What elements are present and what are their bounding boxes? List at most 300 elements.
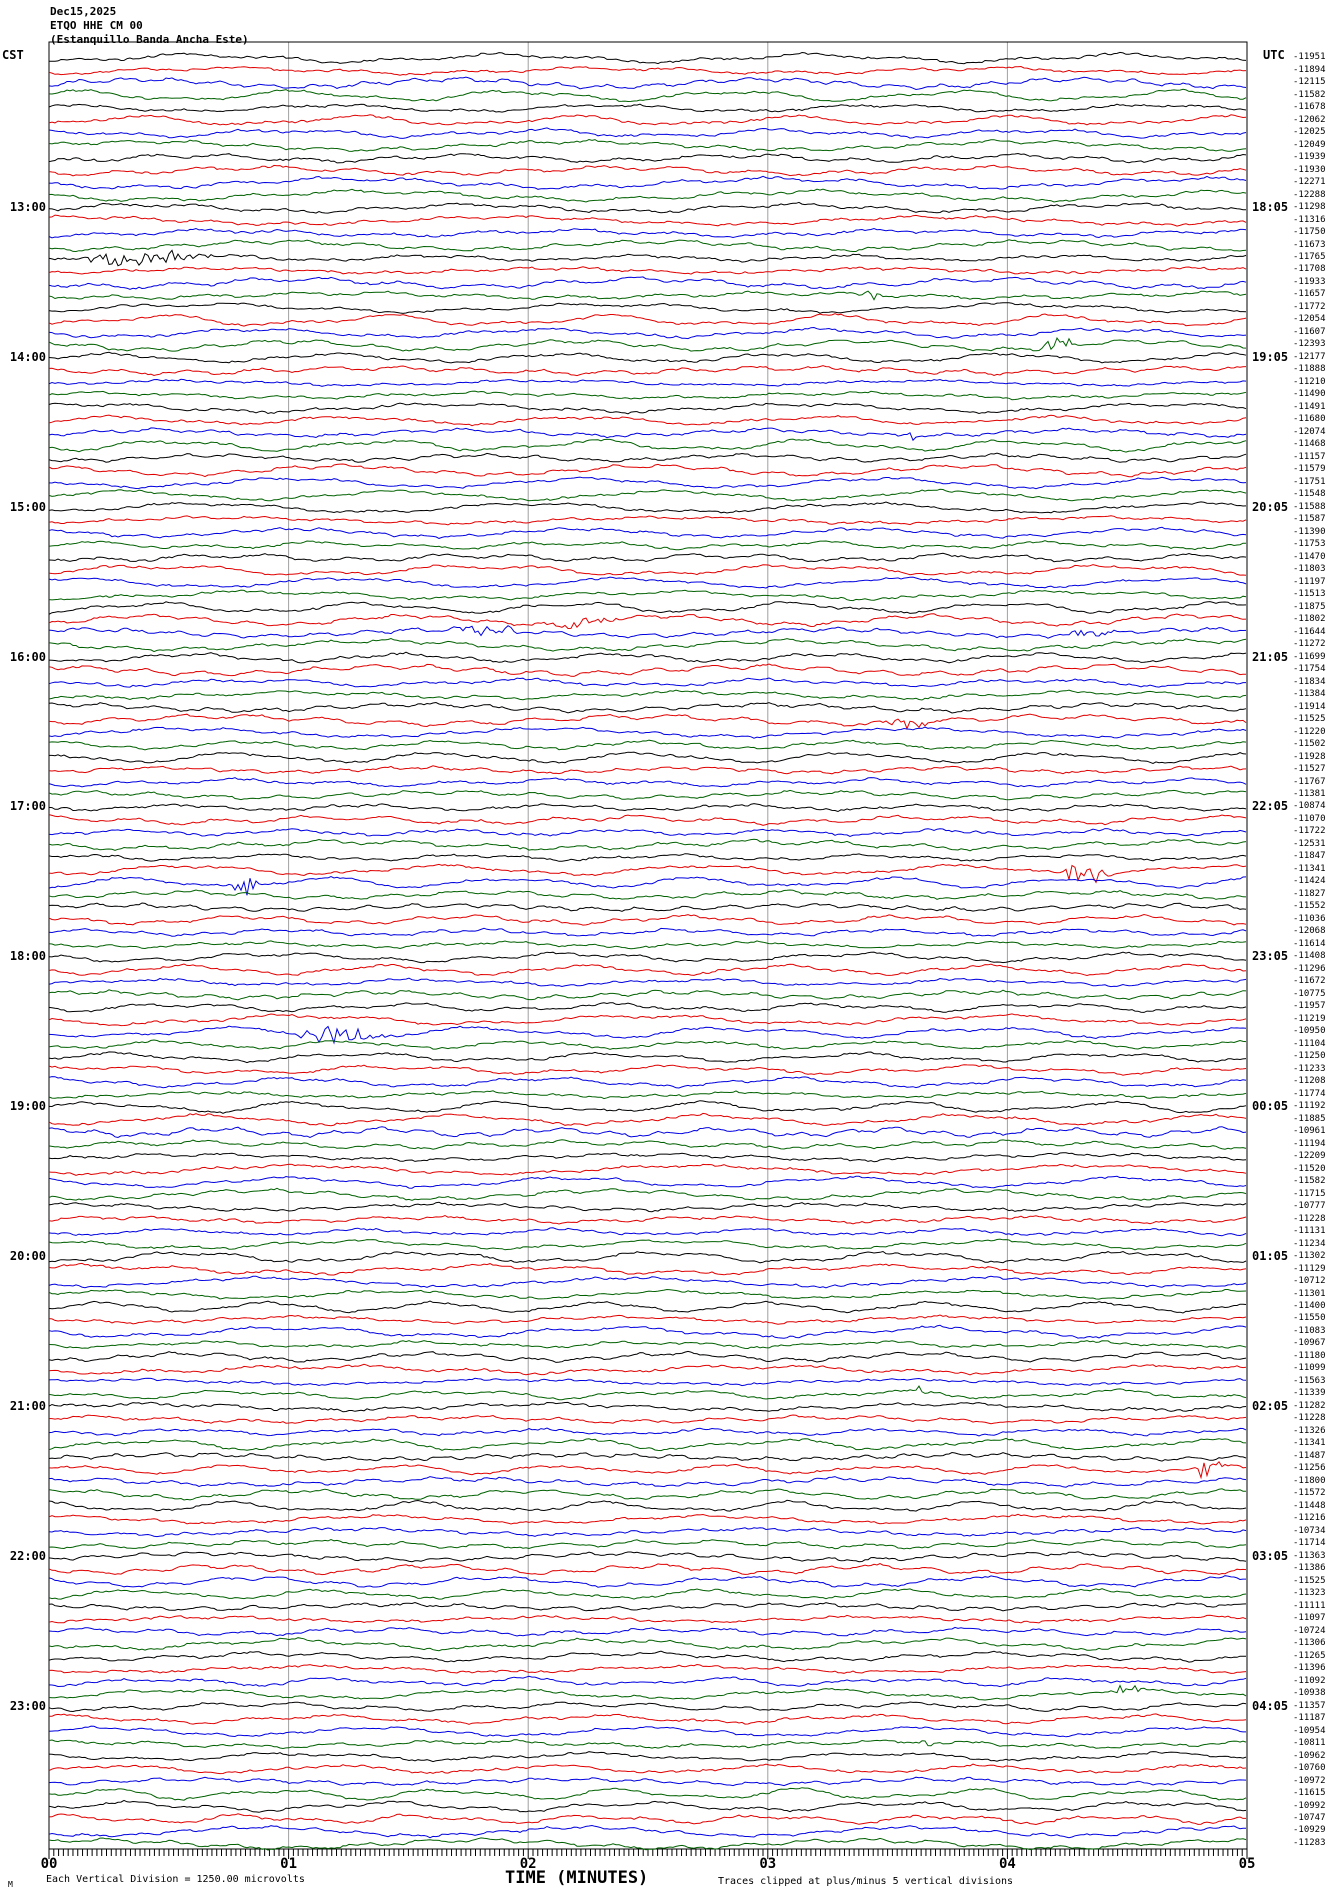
trace-offset-value: -11070 (1293, 813, 1326, 824)
trace-offset-value: -11834 (1293, 676, 1326, 687)
seismogram-trace (49, 829, 1246, 837)
seismogram-trace (49, 1026, 1246, 1043)
utc-hour-label: 02:05 (1252, 1398, 1289, 1413)
seismogram-trace (49, 165, 1246, 176)
seismogram-trace (49, 1415, 1246, 1424)
seismogram-trace (49, 577, 1246, 588)
seismogram-trace (49, 1453, 1246, 1462)
utc-hour-label: 22:05 (1252, 799, 1289, 814)
trace-offset-value: -12074 (1293, 426, 1326, 437)
trace-offset-value: -10962 (1293, 1750, 1326, 1761)
trace-offset-value: -12209 (1293, 1151, 1326, 1162)
x-axis-title: TIME (MINUTES) (505, 1868, 649, 1888)
trace-offset-value: -11187 (1293, 1713, 1326, 1724)
seismogram-trace (49, 527, 1246, 538)
trace-offset-value: -11563 (1293, 1375, 1326, 1386)
seismogram-trace (49, 990, 1246, 1000)
seismogram-trace (49, 1788, 1246, 1801)
trace-offset-value: -11513 (1293, 589, 1326, 600)
seismogram-trace (49, 52, 1246, 63)
seismogram-trace (49, 1202, 1246, 1211)
trace-offset-value: -11220 (1293, 726, 1326, 737)
trace-offset-value: -10961 (1293, 1126, 1326, 1137)
trace-offset-value: -11341 (1293, 863, 1326, 874)
trace-offset-value: -11448 (1293, 1500, 1326, 1511)
vertical-scale-note: Each Vertical Division = 1250.00 microvolts (46, 1874, 305, 1885)
trace-offset-value: -12271 (1293, 177, 1326, 188)
cst-hour-label: 16:00 (9, 649, 46, 664)
seismogram-trace (49, 1489, 1246, 1500)
trace-offset-value: -12025 (1293, 127, 1326, 138)
trace-offset-value: -11316 (1293, 214, 1326, 225)
seismogram-trace (49, 815, 1246, 826)
trace-offset-value: -11468 (1293, 439, 1326, 450)
trace-offset-value: -11753 (1293, 539, 1326, 550)
seismogram-trace (49, 1539, 1246, 1549)
seismogram-trace (49, 1528, 1246, 1537)
trace-offset-value: -11800 (1293, 1475, 1326, 1486)
seismogram-trace (49, 1290, 1246, 1300)
trace-offset-value: -11933 (1293, 276, 1326, 287)
seismogram-trace (49, 1514, 1246, 1524)
seismogram-trace (49, 1740, 1246, 1749)
seismogram-trace (49, 1113, 1246, 1125)
trace-offset-value: -11470 (1293, 551, 1326, 562)
seismogram-trace (49, 250, 1246, 265)
trace-offset-value: -10724 (1293, 1625, 1326, 1636)
cst-hour-label: 15:00 (9, 499, 46, 514)
cst-hour-label: 14:00 (9, 349, 46, 364)
trace-offset-value: -11772 (1293, 301, 1326, 312)
minute-label: 03 (759, 1856, 777, 1872)
seismogram-trace (49, 502, 1246, 513)
seismogram-trace (49, 415, 1246, 426)
trace-offset-value: -12068 (1293, 926, 1326, 937)
cst-hour-label: 19:00 (9, 1099, 46, 1114)
trace-offset-value: -11750 (1293, 227, 1326, 238)
cst-hour-label: 23:00 (9, 1698, 46, 1713)
seismogram-trace (49, 1665, 1246, 1674)
trace-offset-value: -12177 (1293, 351, 1326, 362)
seismogram-trace (49, 1091, 1246, 1099)
trace-offset-value: -11715 (1293, 1188, 1326, 1199)
trace-offset-value: -12393 (1293, 339, 1326, 350)
trace-offset-value: -11306 (1293, 1638, 1326, 1649)
seismogram-trace (49, 854, 1246, 862)
seismogram-trace (49, 890, 1246, 899)
seismogram-trace (49, 303, 1246, 314)
trace-offset-value: -12115 (1293, 77, 1326, 88)
trace-offset-value: -11579 (1293, 464, 1326, 475)
trace-offset-value: -12288 (1293, 189, 1326, 200)
seismogram-trace (49, 277, 1246, 290)
utc-hour-label: 01:05 (1252, 1249, 1289, 1264)
seismogram-trace (49, 740, 1246, 750)
trace-offset-value: -11615 (1293, 1788, 1326, 1799)
seismogram-trace (49, 1638, 1246, 1651)
trace-offset-value: -11914 (1293, 701, 1326, 712)
seismogram-trace (49, 1603, 1246, 1611)
seismogram-trace (49, 1216, 1246, 1225)
seismogram-trace (49, 1627, 1246, 1636)
seismogram-trace (49, 314, 1246, 326)
trace-offset-value: -11754 (1293, 664, 1326, 675)
seismogram-trace (49, 115, 1246, 125)
trace-offset-value: -11525 (1293, 714, 1326, 725)
trace-offset-value: -11180 (1293, 1350, 1326, 1361)
trace-offset-value: -11491 (1293, 401, 1326, 412)
trace-offset-value: -11282 (1293, 1400, 1326, 1411)
seismogram-trace (49, 1315, 1246, 1324)
trace-offset-value: -11210 (1293, 376, 1326, 387)
seismogram-trace (49, 1838, 1246, 1850)
seismogram-trace (49, 590, 1246, 601)
seismogram-trace (49, 240, 1246, 252)
seismogram-trace (49, 964, 1246, 976)
trace-offset-value: -11490 (1293, 389, 1326, 400)
seismogram-trace (49, 89, 1246, 101)
seismogram-trace (49, 915, 1246, 926)
trace-offset-value: -11930 (1293, 164, 1326, 175)
minute-label: 04 (998, 1856, 1016, 1872)
trace-offset-value: -11194 (1293, 1138, 1326, 1149)
header-date: Dec15,2025 (50, 5, 117, 18)
trace-offset-value: -11381 (1293, 788, 1326, 799)
seismogram-trace (49, 1325, 1246, 1338)
trace-offset-value: -11302 (1293, 1251, 1326, 1262)
trace-offset-value: -11644 (1293, 626, 1326, 637)
seismogram-trace (49, 328, 1246, 339)
seismogram-trace (49, 565, 1246, 576)
trace-offset-value: -11301 (1293, 1288, 1326, 1299)
trace-offset-value: -11363 (1293, 1550, 1326, 1561)
seismogram-trace (49, 1752, 1246, 1762)
seismogram-trace (49, 639, 1246, 652)
header-station-code: ETQO HHE CM 00 (50, 19, 143, 32)
utc-hour-label: 21:05 (1252, 649, 1289, 664)
seismogram-trace (49, 1263, 1246, 1275)
trace-offset-value: -11099 (1293, 1363, 1326, 1374)
trace-offset-value: -11803 (1293, 564, 1326, 575)
minute-label: 05 (1238, 1856, 1256, 1872)
trace-offset-value: -11527 (1293, 764, 1326, 775)
seismogram-trace (49, 1615, 1246, 1623)
trace-offset-value: -11582 (1293, 89, 1326, 100)
seismogram-trace (49, 104, 1246, 112)
seismogram-trace (49, 766, 1246, 774)
trace-offset-value: -11424 (1293, 876, 1326, 887)
trace-offset-value: -11928 (1293, 751, 1326, 762)
seismogram-trace (49, 1686, 1246, 1701)
seismogram-trace (49, 516, 1246, 525)
trace-offset-value: -10954 (1293, 1725, 1326, 1736)
seismogram-trace (49, 489, 1246, 501)
seismogram-trace (49, 1714, 1246, 1725)
trace-offset-value: -11888 (1293, 364, 1326, 375)
trace-offset-value: -11326 (1293, 1425, 1326, 1436)
seismogram-trace (49, 1676, 1246, 1686)
seismogram-trace (49, 202, 1246, 213)
seismogram-trace (49, 1552, 1246, 1562)
trace-offset-value: -11208 (1293, 1076, 1326, 1087)
trace-offset-value: -11396 (1293, 1663, 1326, 1674)
trace-offset-value: -11233 (1293, 1063, 1326, 1074)
seismogram-trace (49, 366, 1246, 376)
seismogram-trace (49, 291, 1246, 300)
utc-hour-label: 18:05 (1252, 200, 1289, 215)
seismogram-trace (49, 1153, 1246, 1162)
trace-offset-value: -11296 (1293, 963, 1326, 974)
seismogram-trace (49, 1500, 1246, 1511)
trace-offset-value: -11339 (1293, 1388, 1326, 1399)
trace-offset-value: -11129 (1293, 1263, 1326, 1274)
trace-offset-value: -10972 (1293, 1775, 1326, 1786)
seismogram-trace (49, 1164, 1246, 1175)
seismogram-trace (49, 477, 1246, 489)
seismogram-trace (49, 1576, 1246, 1588)
seismogram-trace (49, 790, 1246, 799)
seismogram-trace (49, 189, 1246, 202)
seismogram-trace (49, 77, 1246, 89)
trace-offset-value: -11939 (1293, 152, 1326, 163)
seismogram-trace (49, 1651, 1246, 1662)
header-station-name: (Estanquillo Banda Ancha Este) (50, 33, 249, 46)
trace-offset-value: -11341 (1293, 1438, 1326, 1449)
seismogram-trace (49, 690, 1246, 700)
utc-hour-label: 04:05 (1252, 1698, 1289, 1713)
trace-offset-value: -11104 (1293, 1038, 1326, 1049)
seismogram-trace (49, 1014, 1246, 1026)
minute-label: 00 (40, 1856, 58, 1872)
seismogram-trace (49, 553, 1246, 561)
seismogram-trace (49, 464, 1246, 477)
seismogram-trace (49, 978, 1246, 986)
seismogram-trace (49, 804, 1246, 812)
seismogram-trace (49, 678, 1246, 687)
seismogram-trace (49, 1003, 1246, 1013)
trace-offset-value: -11390 (1293, 526, 1326, 537)
trace-offset-value: -11552 (1293, 901, 1326, 912)
cst-hour-label: 22:00 (9, 1548, 46, 1563)
trace-offset-value: -10760 (1293, 1763, 1326, 1774)
trace-offset-value: -11234 (1293, 1238, 1326, 1249)
seismogram-trace (49, 1276, 1246, 1288)
trace-offset-value: -11357 (1293, 1700, 1326, 1711)
trace-offset-value: -11097 (1293, 1613, 1326, 1624)
trace-offset-value: -11587 (1293, 514, 1326, 525)
seismogram-trace (49, 1777, 1246, 1785)
trace-offset-value: -11386 (1293, 1563, 1326, 1574)
trace-offset-value: -11657 (1293, 289, 1326, 300)
trace-offset-value: -11802 (1293, 614, 1326, 625)
trace-offset-value: -11298 (1293, 202, 1326, 213)
trace-offset-value: -10747 (1293, 1813, 1326, 1823)
seismogram-trace (49, 778, 1246, 787)
seismogram-trace (49, 403, 1246, 414)
trace-offset-value: -10938 (1293, 1688, 1326, 1699)
seismogram-trace (49, 338, 1246, 351)
utc-hour-label: 00:05 (1252, 1099, 1289, 1114)
trace-offset-value: -11774 (1293, 1088, 1326, 1099)
seismogram-trace (49, 1252, 1246, 1263)
trace-offset-value: -10734 (1293, 1525, 1326, 1536)
seismogram-trace (49, 1477, 1246, 1488)
cst-hour-label: 17:00 (9, 799, 46, 814)
seismogram-trace (49, 952, 1246, 963)
trace-offset-value: -11384 (1293, 689, 1326, 700)
seismogram-trace (49, 1228, 1246, 1236)
trace-offset-value: -11588 (1293, 501, 1326, 512)
seismogram-trace (49, 128, 1246, 138)
seismogram-trace (49, 1764, 1246, 1774)
seismogram-trace (49, 1065, 1246, 1076)
trace-offset-value: -11157 (1293, 451, 1326, 462)
seismogram-trace (49, 267, 1246, 274)
trace-offset-value: -11714 (1293, 1538, 1326, 1549)
seismogram-trace (49, 1077, 1246, 1088)
trace-offset-value: -11607 (1293, 326, 1326, 337)
seismogram-trace (49, 1176, 1246, 1188)
seismogram-trace (49, 439, 1246, 452)
seismogram-trace (49, 752, 1246, 763)
trace-offset-value: -11323 (1293, 1588, 1326, 1599)
trace-offset-value: -11722 (1293, 826, 1326, 837)
seismogram-trace (49, 714, 1246, 729)
seismogram-trace (49, 1386, 1246, 1400)
minute-label: 01 (280, 1856, 298, 1872)
trace-offset-value: -11408 (1293, 951, 1326, 962)
seismogram-trace (49, 839, 1246, 851)
trace-offset-value: -11265 (1293, 1650, 1326, 1661)
trace-offset-value: -11036 (1293, 913, 1326, 924)
trace-offset-value: -11894 (1293, 64, 1326, 75)
trace-offset-value: -10929 (1293, 1825, 1326, 1836)
seismogram-trace (49, 877, 1246, 896)
right-timezone-label: UTC (1263, 48, 1285, 62)
seismogram-trace (49, 1127, 1246, 1138)
trace-offset-value: -11192 (1293, 1101, 1326, 1112)
trace-offset-value: -11092 (1293, 1675, 1326, 1686)
trace-offset-value: -11502 (1293, 739, 1326, 750)
seismogram-trace (49, 1378, 1246, 1385)
trace-offset-value: -10874 (1293, 801, 1326, 812)
trace-offset-value: -11673 (1293, 239, 1326, 250)
cst-hour-label: 20:00 (9, 1249, 46, 1264)
seismogram-trace (49, 1438, 1246, 1450)
utc-hour-label: 03:05 (1252, 1548, 1289, 1563)
trace-offset-value: -11765 (1293, 252, 1326, 262)
trace-offset-value: -11582 (1293, 1176, 1326, 1187)
trace-offset-value: -12049 (1293, 139, 1326, 150)
trace-offset-value: -12054 (1293, 314, 1326, 325)
seismogram-trace (49, 1351, 1246, 1362)
seismogram-trace (49, 664, 1246, 676)
seismogram-trace (49, 1726, 1246, 1737)
trace-offset-value: -11951 (1293, 52, 1326, 63)
seismogram-trace (49, 541, 1246, 550)
trace-offset-value: -11885 (1293, 1113, 1326, 1124)
seismogram-trace (49, 703, 1246, 714)
trace-offset-value: -11228 (1293, 1213, 1326, 1224)
seismogram-trace (49, 154, 1246, 163)
seismogram-trace (49, 1188, 1246, 1200)
seismogram-trace (49, 176, 1246, 189)
seismogram-trace (49, 1826, 1246, 1838)
seismogram-trace (49, 1301, 1246, 1313)
trace-offset-value: -11111 (1293, 1600, 1326, 1611)
seismogram-trace (49, 1800, 1246, 1812)
utc-hour-label: 23:05 (1252, 949, 1289, 964)
trace-offset-value: -11083 (1293, 1325, 1326, 1336)
trace-offset-value: -11614 (1293, 938, 1326, 949)
trace-offset-value: -11525 (1293, 1575, 1326, 1586)
trace-offset-value: -11250 (1293, 1051, 1326, 1062)
trace-offset-value: -12531 (1293, 838, 1326, 849)
seismogram-trace (49, 1462, 1246, 1478)
trace-offset-value: -11572 (1293, 1488, 1326, 1499)
minute-label: 02 (519, 1856, 537, 1872)
seismogram-trace (49, 1140, 1246, 1149)
seismogram-trace (49, 941, 1246, 949)
trace-offset-value: -11256 (1293, 1463, 1326, 1474)
seismogram-trace (49, 1564, 1246, 1575)
trace-offset-value: -11875 (1293, 601, 1326, 612)
trace-offset-value: -11699 (1293, 651, 1326, 662)
seismogram-trace (49, 614, 1246, 629)
seismogram-trace (49, 1364, 1246, 1375)
seismogram-trace (49, 928, 1246, 936)
seismogram-trace (49, 67, 1246, 76)
seismogram-trace (49, 1589, 1246, 1599)
corner-glyph: M (8, 1880, 13, 1889)
seismogram-trace (49, 1101, 1246, 1114)
trace-offset-value: -11272 (1293, 639, 1326, 650)
seismogram-trace (49, 428, 1246, 440)
trace-offset-value: -11708 (1293, 264, 1326, 275)
trace-offset-value: -11520 (1293, 1163, 1326, 1174)
cst-hour-label: 21:00 (9, 1398, 46, 1413)
seismogram-trace (49, 626, 1246, 639)
trace-offset-value: -11847 (1293, 851, 1326, 862)
utc-hour-label: 20:05 (1252, 499, 1289, 514)
trace-offset-value: -10777 (1293, 1201, 1326, 1212)
trace-offset-value: -11400 (1293, 1301, 1326, 1311)
cst-hour-label: 13:00 (9, 200, 46, 215)
seismogram-trace (49, 727, 1246, 738)
seismogram-trace (49, 1402, 1246, 1412)
trace-offset-value: -10811 (1293, 1738, 1326, 1749)
trace-offset-value: -11487 (1293, 1450, 1326, 1461)
trace-offset-value: -11550 (1293, 1313, 1326, 1324)
trace-offset-value: -10712 (1293, 1276, 1326, 1287)
seismogram-trace (49, 1428, 1246, 1436)
seismogram-trace (49, 1239, 1246, 1250)
clip-note: Traces clipped at plus/minus 5 vertical divisions (718, 1876, 1014, 1887)
trace-offset-value: -10992 (1293, 1800, 1326, 1811)
trace-offset-value: -10775 (1293, 988, 1326, 999)
trace-offset-value: -11827 (1293, 888, 1326, 899)
seismogram-trace (49, 1341, 1246, 1349)
utc-hour-label: 19:05 (1252, 349, 1289, 364)
trace-offset-value: -11957 (1293, 1001, 1326, 1012)
left-timezone-label: CST (2, 48, 24, 62)
seismogram-trace (49, 140, 1246, 152)
trace-offset-value: -11767 (1293, 776, 1326, 787)
trace-offset-value: -11219 (1293, 1013, 1326, 1024)
trace-offset-value: -11283 (1293, 1837, 1326, 1848)
trace-offset-value: -11228 (1293, 1413, 1326, 1424)
trace-offset-value: -11197 (1293, 576, 1326, 587)
